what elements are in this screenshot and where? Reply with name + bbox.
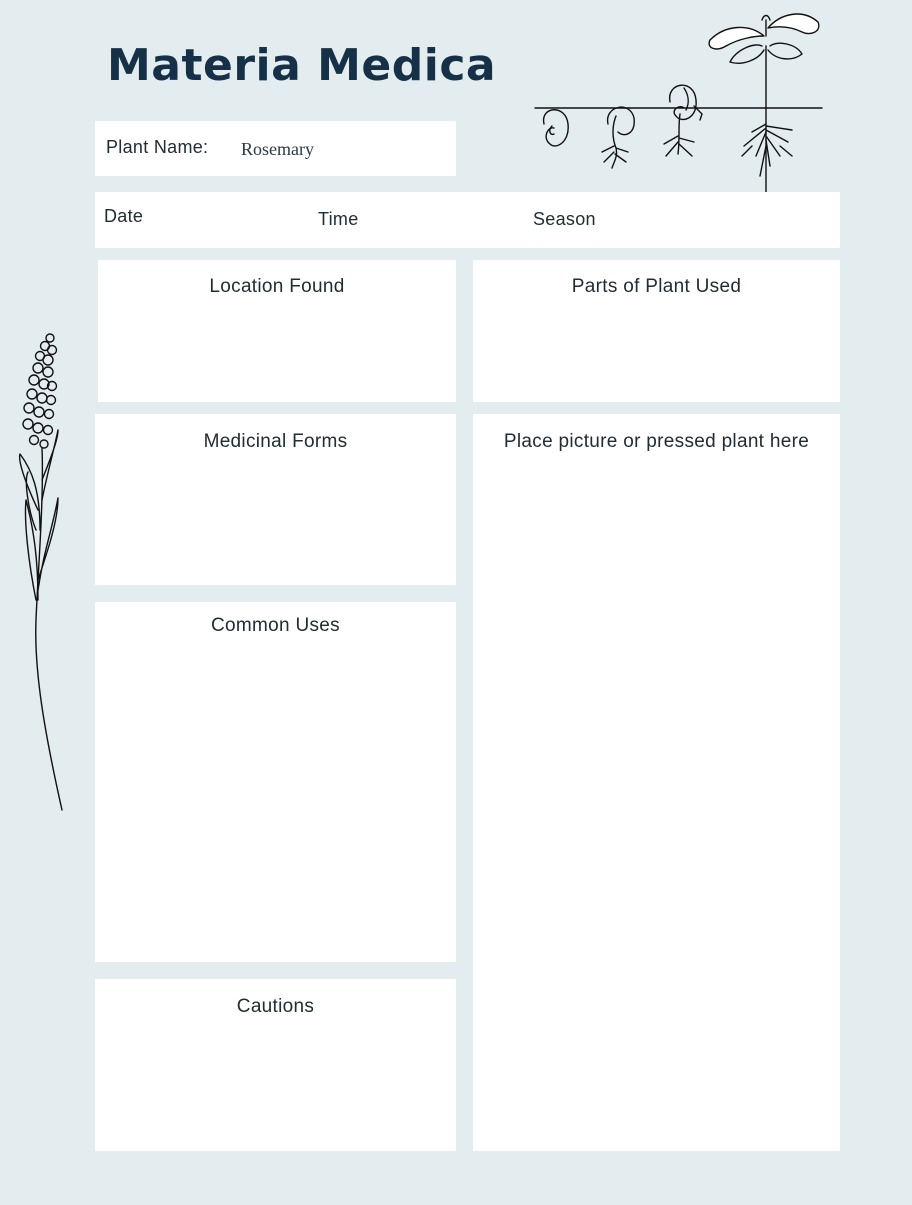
parts-used-box[interactable]	[473, 260, 840, 402]
plant-name-value[interactable]: Rosemary	[241, 139, 314, 159]
time-label: Time	[318, 209, 359, 229]
date-time-season-row[interactable]	[95, 192, 840, 248]
parts-used-heading: Parts of Plant Used	[571, 276, 742, 297]
plant-name-box[interactable]	[95, 121, 456, 176]
date-label: Date	[104, 206, 144, 226]
medicinal-forms-heading: Medicinal Forms	[203, 431, 348, 452]
page-title: Materia Medica	[107, 40, 497, 91]
location-found-heading: Location Found	[209, 276, 345, 297]
common-uses-box[interactable]	[95, 602, 456, 962]
location-found-box[interactable]	[98, 260, 456, 402]
cautions-box[interactable]	[95, 979, 456, 1151]
picture-area-box[interactable]	[473, 414, 840, 1151]
picture-area-heading: Place picture or pressed plant here	[503, 431, 810, 452]
seed-germination-illustration	[530, 6, 830, 196]
cautions-heading: Cautions	[236, 996, 315, 1017]
plant-name-label: Plant Name:	[106, 137, 209, 157]
flower-stem-illustration	[14, 330, 74, 820]
medicinal-forms-box[interactable]	[95, 414, 456, 585]
season-label: Season	[533, 209, 596, 229]
common-uses-heading: Common Uses	[211, 615, 340, 636]
